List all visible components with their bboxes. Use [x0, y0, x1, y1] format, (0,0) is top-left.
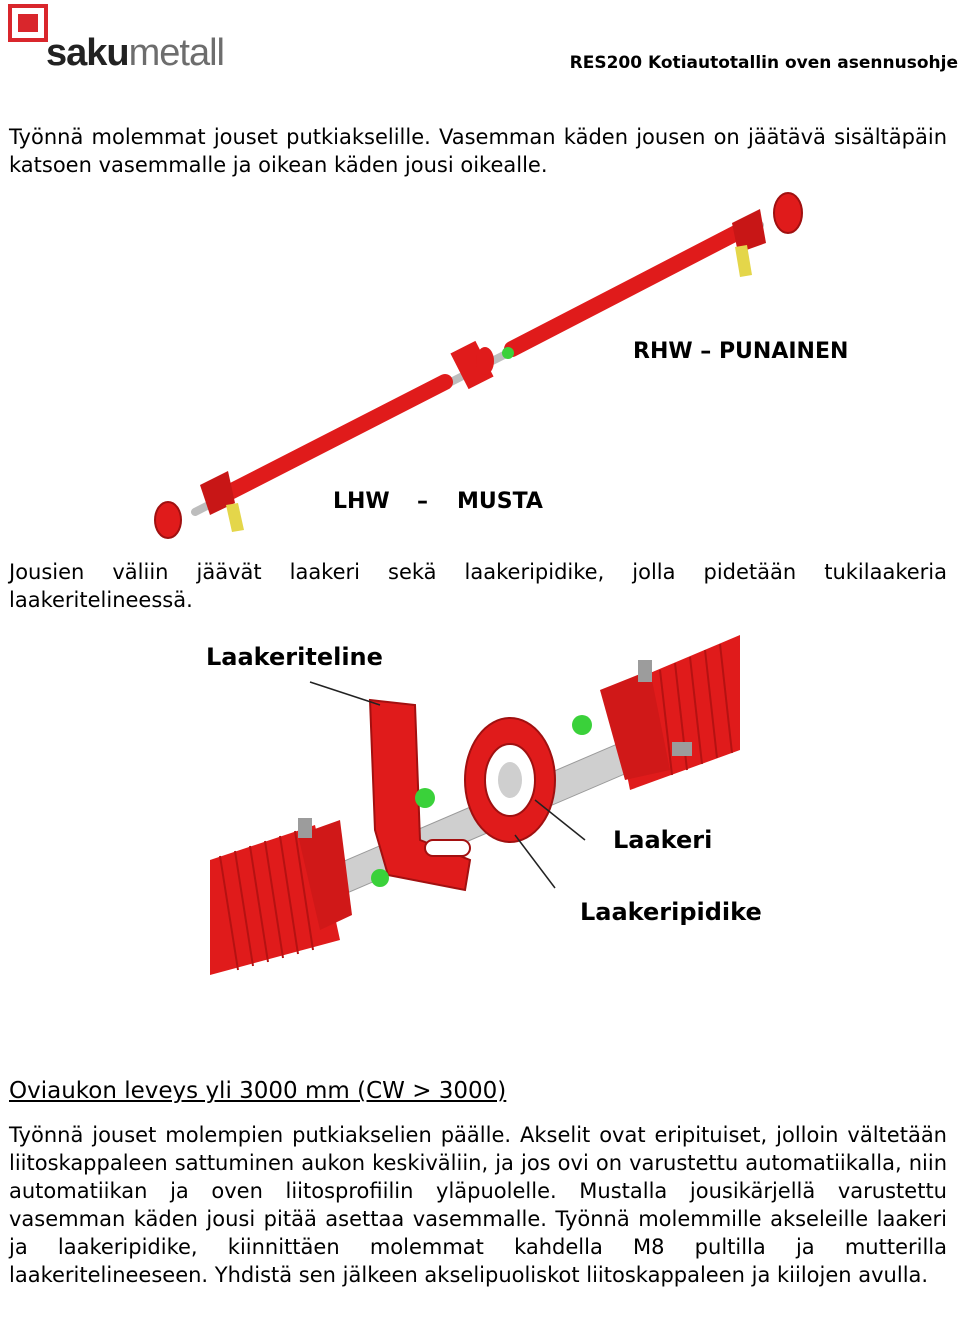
label-laakeripidike: Laakeripidike — [580, 898, 762, 926]
label-musta: MUSTA — [457, 489, 543, 514]
label-rhw: RHW – PUNAINEN — [633, 339, 849, 364]
middle-paragraph: Jousien väliin jäävät laakeri sekä laakeripidike, jolla pidetään tukilaakeria laakeritelineessä. — [9, 560, 947, 612]
label-lhw: LHW — [333, 489, 390, 514]
section-paragraph: Työnnä jouset molempien putkiakselien päälle. Akselit ovat eripituiset, jolloin vältetään liitoskappaleen sattuminen aukon keskiväliin, ja jos ovi on varustettu automatiikalla, niin automatiikan ja oven liitosprofiilin yläpuolelle. Mustalla jousikärjellä varustettu vasemman käden jousi pitää asettaa vasemmalle. Työnnä molemmille akseleille laakeri ja laakeripidike, kiinnittäen molemmat kahdella M8 pultilla ja mutterilla laakeritelineeseen. Yhdistä sen jälkeen akselipuoliskot liitoskappaleen ja kiilojen avulla. — [9, 1123, 947, 1287]
label-laakeriteline: Laakeriteline — [206, 643, 383, 671]
section-heading: Oviaukon leveys yli 3000 mm (CW > 3000) — [9, 1078, 507, 1104]
bearing-detail-illustration — [210, 630, 750, 980]
label-dash: – — [417, 489, 428, 514]
logo-mark — [8, 4, 48, 42]
intro-paragraph: Työnnä molemmat jouset putkiakselille. Vasemman käden jousen on jäätävä sisältäpäin katsoen vasemmalle ja oikean käden jousi oikealle. — [9, 125, 947, 177]
logo-wordmark: sakumetall — [46, 32, 224, 74]
document-title: RES200 Kotiautotallin oven asennusohje — [569, 53, 958, 73]
label-laakeri: Laakeri — [613, 826, 713, 854]
